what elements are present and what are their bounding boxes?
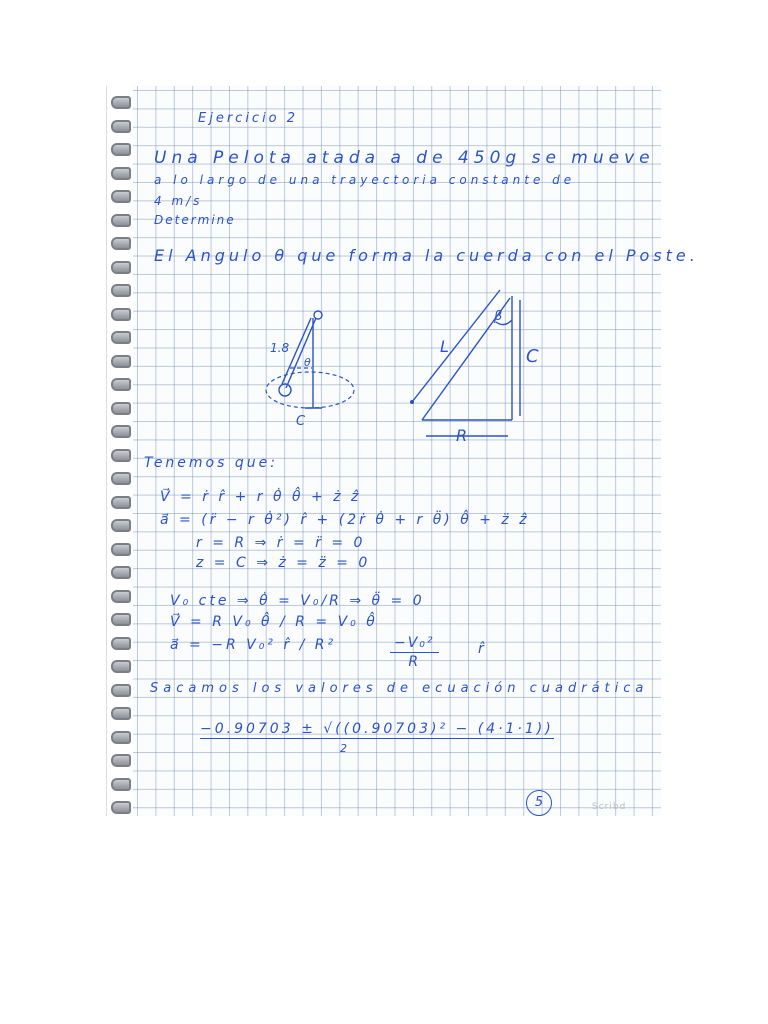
radius-condition: r = R ⇒ ṙ = r̈ = 0	[196, 535, 366, 551]
geometry-triangle-figure	[410, 290, 539, 445]
quadratic-denominator: 2	[340, 742, 349, 755]
quadratic-numerator: −0.90703 ± √((0.90703)² − (4·1·1))	[200, 721, 554, 737]
statement-line-2: a lo largo de una trayectoria constante de	[154, 173, 576, 187]
exercise-heading: Ejercicio 2	[198, 111, 299, 126]
rope-length-label: 1.8	[270, 341, 290, 355]
watermark: Scribd	[592, 802, 627, 812]
fraction-unit-vector: r̂	[478, 641, 487, 657]
fraction-numerator: −V₀²	[390, 636, 439, 653]
radius-label: R	[456, 426, 468, 445]
statement-line-5: El Angulo θ que forma la cuerda con el Poste.	[154, 246, 699, 265]
conical-pendulum-figure	[266, 311, 354, 429]
velocity-result: V⃗ = R V₀ θ̂ / R = V₀ θ̂	[170, 614, 378, 630]
velocity-equation: V⃗ = ṙ r̂ + r θ̇ θ̂ + ż ẑ	[160, 489, 362, 505]
page-number: 5	[526, 790, 552, 816]
quadratic-intro: Sacamos los valores de ecuación cuadrática	[150, 681, 649, 696]
statement-line-4: Determine	[154, 213, 236, 227]
derivation-intro: Tenemos que:	[144, 455, 278, 471]
statement-line-1: Una Pelota atada a de 450g se mueve	[154, 148, 655, 168]
statement-line-3: 4 m/s	[154, 194, 203, 208]
fraction-denominator: R	[408, 654, 421, 670]
beta-label: β	[494, 309, 503, 324]
height-condition: z = C ⇒ ż = z̈ = 0	[196, 555, 371, 571]
constant-speed-condition: V₀ cte ⇒ θ̇ = V₀/R ⇒ θ̈ = 0	[170, 593, 425, 609]
left-base-label: C	[296, 414, 306, 429]
vertical-c-label: C	[526, 346, 539, 367]
hyp-label: L	[440, 337, 449, 356]
acceleration-fraction	[390, 636, 439, 669]
acceleration-result: a⃗ = −R V₀² r̂ / R²	[170, 637, 337, 653]
theta-label: θ	[304, 356, 311, 369]
acceleration-equation: a⃗ = (r̈ − r θ̇²) r̂ + (2ṙ θ̇ + r θ̈) θ̂ + z̈ ẑ	[160, 512, 530, 528]
